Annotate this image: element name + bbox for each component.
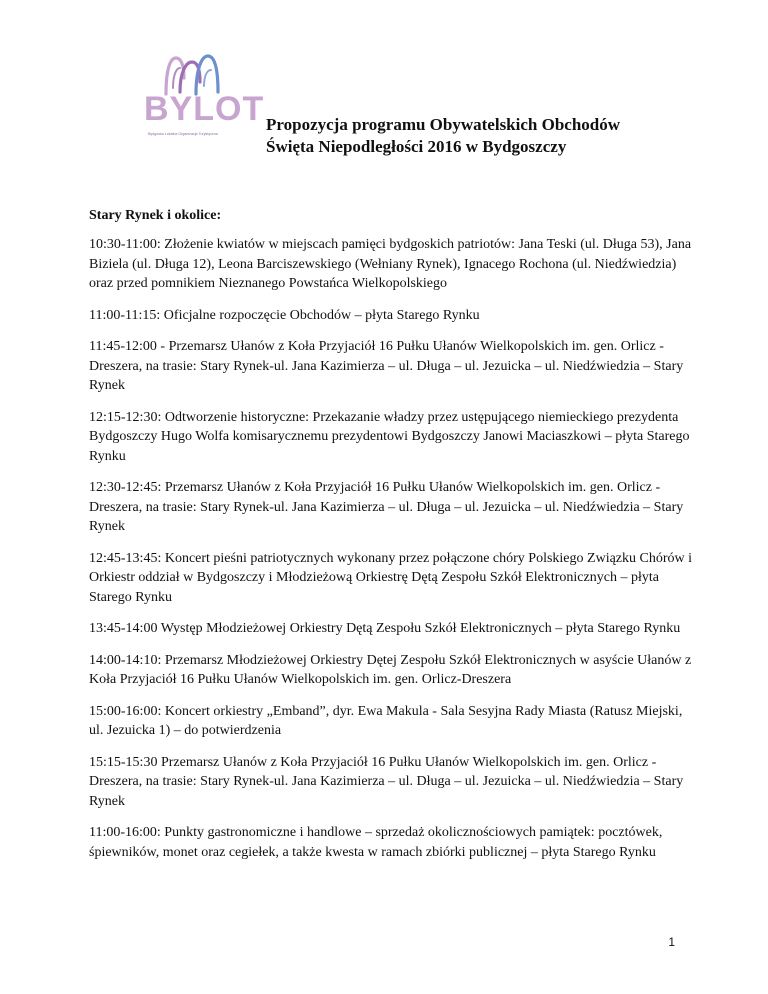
program-entry: 12:45-13:45: Koncert pieśni patriotycznych wykonany przez połączone chóry Polskiego Związku Chórów i Orkiestr oddział w Bydgoszczy i Młodzieżową Orkiestrę Dętą Zespołu Szkół Elektronicznych – płyta Starego Rynku (89, 550, 693, 605)
logo-tagline: Bydgoska Lokalna Organizacja Turystyczna (148, 132, 218, 136)
program-entry: 15:15-15:30 Przemarsz Ułanów z Koła Przyjaciół 16 Pułku Ułanów Wielkopolskich im. gen. Orlicz - Dreszera, na trasie: Stary Rynek-ul. Jana Kazimierza – ul. Długa – ul. Jezuicka – ul. Niedźwiedzia – Stary Rynek (89, 754, 684, 809)
document-title (266, 114, 706, 158)
program-entry: 15:00-16:00: Koncert orkiestry „Emband”, dyr. Ewa Makula - Sala Sesyjna Rady Miasta (Ratusz Miejski, ul. Jezuicka 1) – do potwierdzenia (89, 703, 683, 738)
title-line-1: Propozycja programu Obywatelskich Obchodów (266, 115, 621, 134)
program-entries (89, 235, 697, 874)
program-entry: 14:00-14:10: Przemarsz Młodzieżowej Orkiestry Dętej Zespołu Szkół Elektronicznych w asyście Ułanów z Koła Przyjaciół 16 Pułku Ułanów Wielkopolskich im. gen. Orlicz-Dreszera (89, 652, 692, 687)
program-entry: 13:45-14:00 Występ Młodzieżowej Orkiestry Dętą Zespołu Szkół Elektronicznych – płyta Starego Rynku (89, 621, 681, 636)
program-entry: 12:30-12:45: Przemarsz Ułanów z Koła Przyjaciół 16 Pułku Ułanów Wielkopolskich im. gen. Orlicz - Dreszera, na trasie: Stary Rynek-ul. Jana Kazimierza – ul. Długa – ul. Jezuicka – ul. Niedźwiedzia – Stary Rynek (89, 480, 684, 534)
program-entry: 10:30-11:00: Złożenie kwiatów w miejscach pamięci bydgoskich patriotów: Jana Teski (ul. Długa 53), Jana Biziela (ul. Długa 12), Leona Barciszewskiego (Wełniany Rynek), Ignacego Rochona (ul. Niedźwiedzia) oraz przed pomnikiem Nieznanego Powstańca Wielkopolskiego (89, 237, 692, 291)
program-entry: 11:00-11:15: Oficjalne rozpoczęcie Obchodów – płyta Starego Rynku (89, 307, 480, 323)
logo-wordmark: BYLOT (144, 90, 265, 128)
bylot-logo (140, 52, 265, 144)
program-entry: 11:45-12:00 - Przemarsz Ułanów z Koła Przyjaciół 16 Pułku Ułanów Wielkopolskich im. gen. Orlicz - Dreszera, na trasie: Stary Rynek-ul. Jana Kazimierza – ul. Długa – ul. Jezuicka – ul. Niedźwiedzia – Stary Rynek (89, 339, 684, 393)
page-number: 1 (668, 935, 675, 949)
program-entry: 11:00-16:00: Punkty gastronomiczne i handlowe – sprzedaż okolicznościowych pamiątek: pocztówek, śpiewników, monet oraz cegiełek, a także kwesta w ramach zbiórki publicznej – płyta Starego Rynku (89, 825, 663, 860)
program-entry: 12:15-12:30: Odtworzenie historyczne: Przekazanie władzy przez ustępującego niemieckiego prezydenta Bydgoszczy Hugo Wolfa komisarycznemu prezydentowi Bydgoszczy Janowi Maciaszkowi – płyta Starego Rynku (89, 409, 690, 464)
section-heading: Stary Rynek i okolice: (89, 208, 222, 223)
title-line-2: Święta Niepodległości 2016 w Bydgoszczy (266, 137, 567, 156)
